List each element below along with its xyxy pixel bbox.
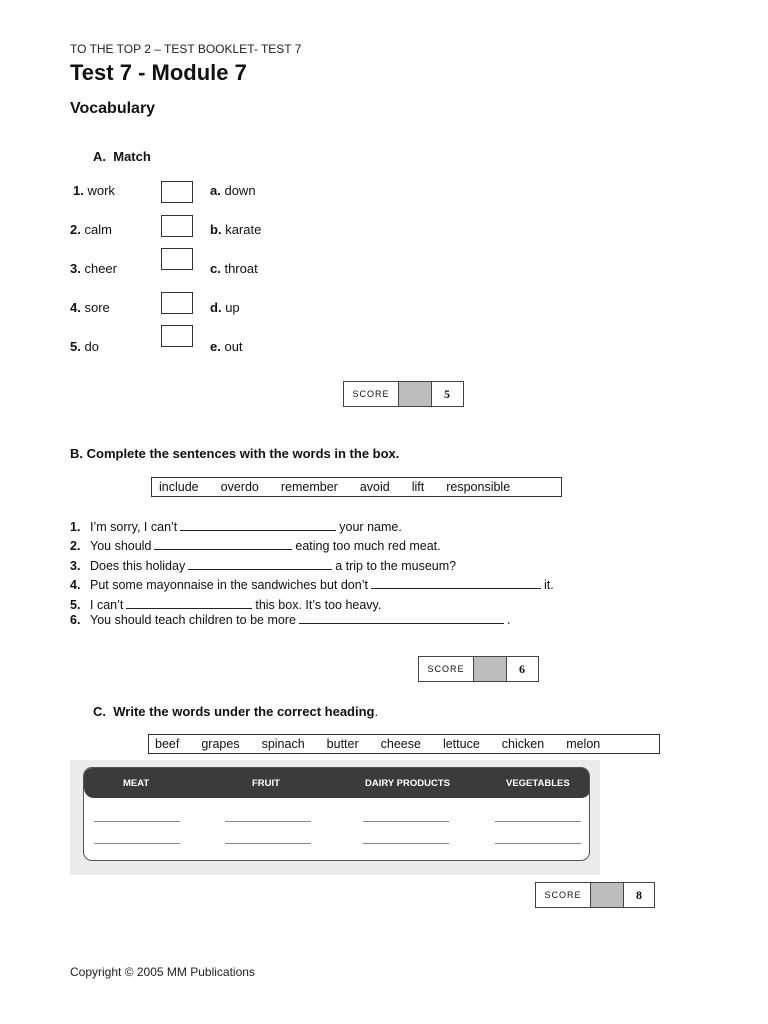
score-entry-cell[interactable] (591, 883, 624, 907)
sentence-6 (70, 611, 510, 627)
option-word: throat (224, 261, 258, 276)
word-box-item: lettuce (442, 737, 480, 751)
option-word: down (224, 183, 256, 198)
score-label: SCORE (536, 883, 591, 907)
category-table-header (84, 768, 590, 798)
item-number: 5. (70, 339, 81, 354)
answer-line[interactable] (495, 821, 581, 822)
item-word: sore (84, 300, 110, 315)
match-left-item (73, 183, 115, 198)
sentence-text: eating too much red meat. (295, 539, 441, 553)
word-box-item: include (159, 480, 199, 494)
word-box-item: remember (280, 480, 338, 494)
option-letter: d. (210, 300, 222, 315)
sentence-4 (70, 576, 554, 592)
answer-blank[interactable] (126, 596, 252, 609)
section-a-text: Match (113, 149, 151, 164)
sentence-text: your name. (339, 520, 402, 534)
match-right-item (210, 183, 256, 198)
sentence-text: it. (543, 578, 554, 592)
answer-blank[interactable] (154, 537, 292, 550)
item-word: work (87, 183, 115, 198)
copyright-notice: Copyright © 2005 MM Publications (70, 965, 255, 979)
match-left-item (70, 222, 112, 237)
match-right-item (210, 339, 243, 354)
answer-line[interactable] (225, 843, 311, 844)
sentence-number: 4. (70, 578, 81, 592)
match-right-item (210, 222, 261, 237)
score-box-c (535, 882, 655, 908)
match-left-item (70, 339, 99, 354)
score-entry-cell[interactable] (399, 382, 432, 406)
score-label: SCORE (419, 657, 474, 681)
score-max: 8 (636, 887, 642, 902)
word-box-item: lift (411, 480, 425, 494)
option-word: out (224, 339, 243, 354)
score-box-b (418, 656, 539, 682)
option-word: up (225, 300, 240, 315)
sentence-number: 1. (70, 520, 81, 534)
word-box-c (148, 734, 660, 754)
item-number: 3. (70, 261, 81, 276)
answer-blank[interactable] (371, 576, 541, 589)
option-letter: a. (210, 183, 221, 198)
match-left-item (70, 300, 110, 315)
section-a-letter: A. (93, 149, 106, 164)
sentence-text: this box. It’s too heavy. (255, 598, 382, 612)
section-c-text: Write the words under the correct heading (113, 704, 375, 719)
score-max: 6 (519, 661, 525, 676)
sentence-text: . (506, 613, 511, 627)
word-box-item: melon (566, 737, 601, 751)
option-word: karate (225, 222, 262, 237)
sentence-number: 6. (70, 613, 81, 627)
item-number: 4. (70, 300, 81, 315)
option-letter: e. (210, 339, 221, 354)
score-entry-cell[interactable] (474, 657, 507, 681)
sentence-text: Put some mayonnaise in the sandwiches but don’t (90, 578, 368, 592)
item-word: calm (84, 222, 112, 237)
item-word: cheer (84, 261, 117, 276)
word-box-item: cheese (380, 737, 421, 751)
word-box-b (151, 477, 562, 497)
section-c-heading (93, 704, 378, 719)
item-number: 2. (70, 222, 81, 237)
sentence-2 (70, 537, 441, 553)
match-answer-box-4[interactable] (161, 292, 193, 314)
section-title-vocabulary: Vocabulary (70, 100, 156, 117)
word-box-item: spinach (261, 737, 305, 751)
match-answer-box-1[interactable] (161, 181, 193, 203)
answer-line[interactable] (495, 843, 581, 844)
word-box-item: butter (326, 737, 359, 751)
answer-line[interactable] (94, 843, 180, 844)
section-c-period: . (374, 704, 379, 719)
answer-line[interactable] (225, 821, 311, 822)
option-letter: c. (210, 261, 221, 276)
sentence-number: 5. (70, 598, 81, 612)
sentence-text: You should teach children to be more (90, 613, 296, 627)
word-box-item: grapes (201, 737, 240, 751)
match-right-item (210, 300, 240, 315)
score-label: SCORE (344, 382, 399, 406)
match-left-item (70, 261, 117, 276)
section-a-heading (93, 149, 151, 164)
item-number: 1. (73, 183, 84, 198)
word-box-item: overdo (220, 480, 259, 494)
answer-blank[interactable] (180, 518, 336, 531)
booklet-header: TO THE TOP 2 – TEST BOOKLET- TEST 7 (70, 42, 302, 56)
column-heading-meat: MEAT (123, 778, 150, 789)
sentence-number: 3. (70, 559, 81, 573)
match-answer-box-2[interactable] (161, 215, 193, 237)
section-c-letter: C. (93, 704, 106, 719)
sentence-text: You should (90, 539, 152, 553)
column-heading-vegetables: VEGETABLES (506, 778, 570, 789)
item-word: do (84, 339, 99, 354)
page-title: Test 7 - Module 7 (70, 60, 247, 85)
sentence-5 (70, 596, 381, 612)
word-box-item: avoid (359, 480, 390, 494)
sentence-text: Does this holiday (90, 559, 186, 573)
column-heading-fruit: FRUIT (252, 778, 280, 789)
option-letter: b. (210, 222, 222, 237)
sentence-text: I’m sorry, I can’t (90, 520, 178, 534)
answer-line[interactable] (94, 821, 180, 822)
sentence-text: I can’t (90, 598, 124, 612)
score-box-a (343, 381, 464, 407)
answer-line[interactable] (363, 843, 449, 844)
word-box-item: responsible (446, 480, 511, 494)
sentence-3 (70, 557, 456, 573)
answer-line[interactable] (363, 821, 449, 822)
section-b-heading: B. Complete the sentences with the words in the box. (70, 446, 400, 461)
answer-blank[interactable] (188, 557, 332, 570)
match-answer-box-5[interactable] (161, 325, 193, 347)
category-table (83, 767, 590, 861)
word-box-item: beef (155, 737, 180, 751)
sentence-text: a trip to the museum? (335, 559, 457, 573)
column-heading-dairy: DAIRY PRODUCTS (365, 778, 450, 789)
match-right-item (210, 261, 258, 276)
word-box-item: chicken (501, 737, 545, 751)
match-answer-box-3[interactable] (161, 248, 193, 270)
score-max: 5 (444, 386, 450, 401)
answer-blank[interactable] (299, 611, 504, 624)
sentence-1 (70, 518, 402, 534)
sentence-number: 2. (70, 539, 81, 553)
